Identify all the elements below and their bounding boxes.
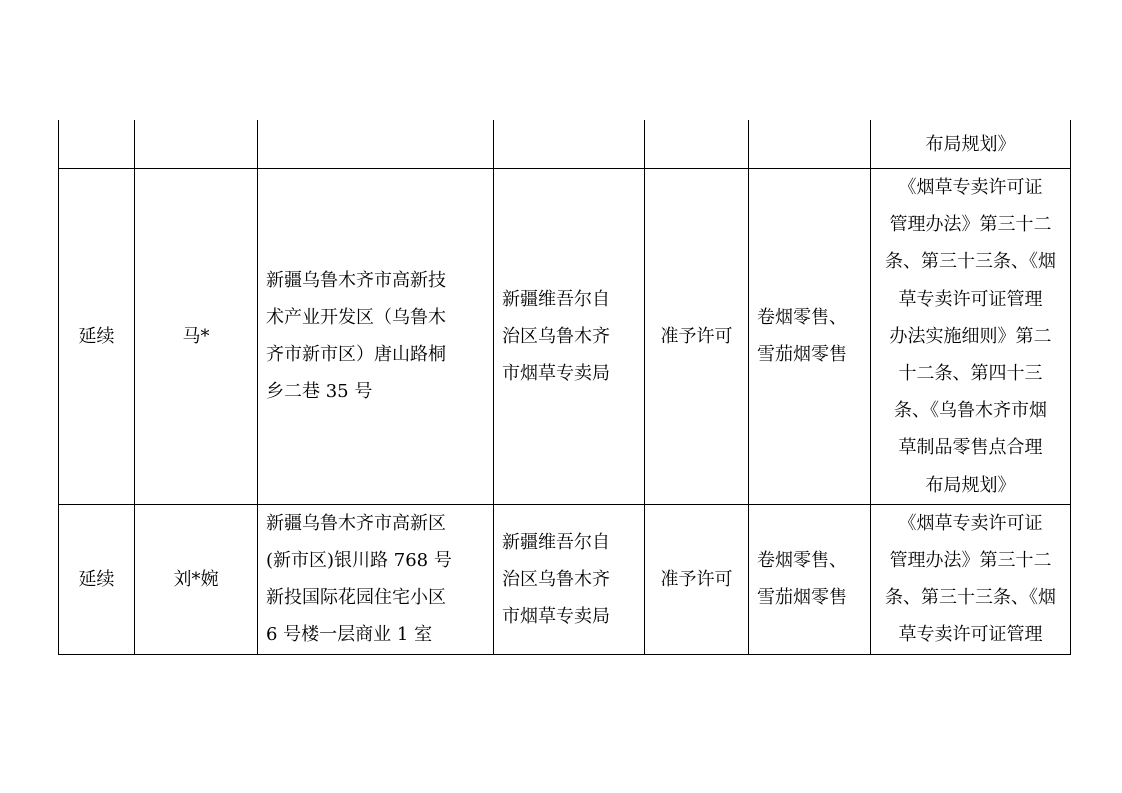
address-cell	[258, 169, 494, 505]
type-cell: 延续	[59, 504, 135, 654]
name-cell: 马*	[135, 169, 258, 505]
authority-cell	[494, 504, 645, 654]
authority-line: 治区乌鲁木齐	[502, 568, 610, 590]
basis-cell	[871, 504, 1071, 654]
authority-line: 新疆维吾尔自	[502, 288, 610, 310]
basis-cell	[871, 120, 1071, 169]
address-line: (新市区)银川路 768 号	[266, 550, 452, 572]
address-cell	[258, 120, 494, 169]
address-line: 齐市新市区）唐山路桐	[266, 344, 446, 366]
authority-cell	[494, 120, 645, 169]
address-line: 术产业开发区（乌鲁木	[266, 307, 446, 329]
scope-cell	[749, 169, 871, 505]
authority-line: 治区乌鲁木齐	[502, 325, 610, 347]
basis-line: 管理办法》第三十二	[889, 214, 1052, 236]
scope-line: 雪茄烟零售	[757, 587, 847, 609]
scope-cell	[749, 504, 871, 654]
address-line: 新投国际花园住宅小区	[266, 587, 446, 609]
address-line: 新疆乌鲁木齐市高新技	[266, 270, 446, 292]
type-cell	[59, 120, 135, 169]
scope-line: 雪茄烟零售	[757, 344, 847, 366]
scope-cell	[749, 120, 871, 169]
basis-line: 布局规划》	[925, 474, 1016, 496]
address-line: 乡二巷 35 号	[266, 381, 373, 403]
name-cell	[135, 120, 258, 169]
basis-line: 管理办法》第三十二	[889, 550, 1052, 572]
decision-cell: 准予许可	[645, 504, 749, 654]
basis-line: 草专卖许可证管理	[898, 288, 1043, 310]
scope-line: 卷烟零售、	[757, 307, 847, 329]
type-cell: 延续	[59, 169, 135, 505]
basis-line: 《烟草专卖许可证	[898, 512, 1043, 534]
basis-line: 条、《乌鲁木齐市烟	[894, 400, 1047, 422]
table-row-continued	[59, 120, 1071, 169]
table-row	[59, 169, 1071, 505]
basis-line: 十二条、第四十三	[898, 363, 1043, 385]
basis-line: 草制品零售点合理	[898, 437, 1043, 459]
address-cell	[258, 504, 494, 654]
table-row	[59, 504, 1071, 654]
basis-line: 条、第三十三条、《烟	[885, 587, 1056, 609]
authority-line: 新疆维吾尔自	[502, 531, 610, 553]
basis-line: 《烟草专卖许可证	[898, 177, 1043, 198]
scope-line: 卷烟零售、	[757, 550, 847, 572]
authority-line: 市烟草专卖局	[502, 362, 610, 384]
authority-cell	[494, 169, 645, 505]
basis-line: 条、第三十三条、《烟	[885, 251, 1056, 273]
license-record-table	[58, 120, 1071, 655]
name-cell: 刘*婉	[135, 504, 258, 654]
decision-cell: 准予许可	[645, 169, 749, 505]
basis-line: 草专卖许可证管理	[898, 624, 1043, 646]
address-line: 6 号楼一层商业 1 室	[266, 624, 433, 646]
decision-cell	[645, 120, 749, 169]
basis-line: 办法实施细则》第二	[889, 325, 1052, 347]
authority-line: 市烟草专卖局	[502, 605, 610, 627]
basis-cell	[871, 169, 1071, 505]
basis-text: 布局规划》	[925, 133, 1016, 155]
address-line: 新疆乌鲁木齐市高新区	[266, 513, 446, 535]
